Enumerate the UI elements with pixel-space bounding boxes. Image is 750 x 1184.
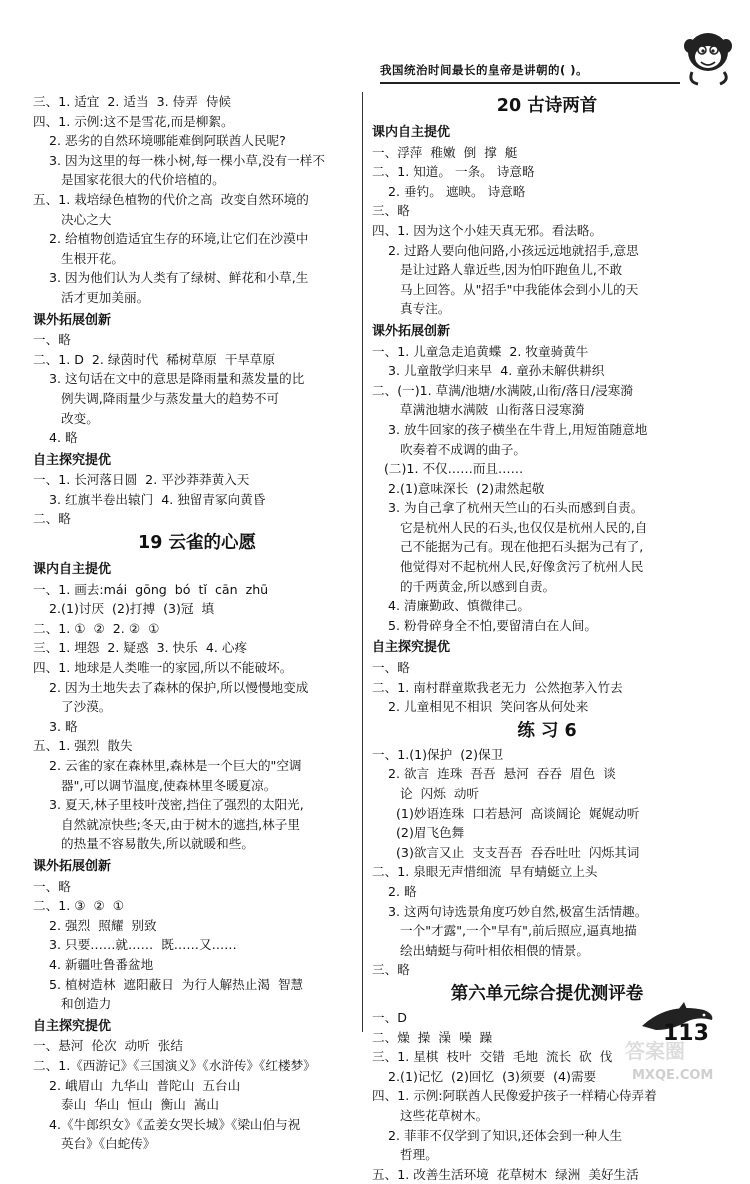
answer-line: 3. 因为这里的每一株小树,每一棵小草,没有一样不: [33, 152, 325, 168]
answer-line: 吹奏着不成调的曲子。: [372, 441, 526, 457]
answer-line: 二、1. 南村群童欺我老无力 公然抱茅入竹去: [372, 679, 623, 695]
answer-line: 自然就凉快些;冬天,由于树木的遮挡,林子里: [33, 816, 300, 832]
answer-line: 3. 为自己拿了杭州天竺山的石头而感到自责。: [372, 500, 644, 516]
lesson-title: 19 云雀的心愿: [138, 533, 256, 554]
answer-line: 2. 给植物创造适宜生存的环境,让它们在沙漠中: [33, 231, 309, 247]
lesson-title: 20 古诗两首: [496, 96, 598, 116]
answer-line: 2. 强烈 照耀 别致: [33, 917, 157, 933]
answer-line: 四、1. 示例:这不是雪花,而是柳絮。: [33, 113, 234, 129]
header-question: [380, 58, 680, 82]
answer-line: 五、1. 强烈 散失: [33, 738, 133, 754]
answer-line: (1)妙语连珠 口若悬河 高谈阔论 娓娓动听: [372, 805, 640, 821]
answer-line: 2.(1)讨厌 (2)打搏 (3)冠 填: [33, 601, 215, 617]
answer-line: 二、1. ① ② 2. ② ①: [33, 620, 160, 636]
answer-line: 己不能据为己有。现在他把石头据为己有了,: [372, 539, 644, 555]
answer-line: 的千两黄金,所以感到自责。: [372, 578, 556, 594]
answer-line: 器",可以调节温度,使森林里冬暖夏凉。: [33, 777, 277, 793]
answer-line: 二、1. D 2. 绿茵时代 稀树草原 干旱草原: [33, 351, 276, 367]
answer-line: 和创造力: [33, 996, 112, 1012]
answer-line: 三、1. 星棋 枝叶 交错 毛地 流长 砍 伐: [372, 1049, 613, 1065]
answer-line: 二、1.《西游记》《三国演义》《水浒传》《红楼梦》: [33, 1057, 316, 1073]
answer-line: 哲理。: [372, 1147, 438, 1163]
answer-line: 3. 略: [33, 718, 78, 734]
answer-line: 4.《牛郎织女》《孟姜女哭长城》《梁山伯与祝: [33, 1116, 301, 1132]
answer-line: 马上回答。从"招手"中我能体会到小儿的天: [372, 281, 639, 297]
answer-line: 决心之大: [33, 211, 112, 227]
answer-line: 5. 粉骨碎身全不怕,要留清白在人间。: [372, 617, 597, 633]
answer-line: 一、悬河 伦次 动听 张结: [33, 1038, 183, 1054]
answer-line: 真专注。: [372, 301, 451, 317]
answer-line: 这些花草树木。: [372, 1107, 489, 1123]
answer-line: 3. 放牛回家的孩子横坐在牛背上,用短笛随意地: [372, 421, 648, 437]
section-heading: 课内自主提优: [372, 125, 451, 140]
answer-line: 3. 儿童散学归来早 4. 童孙未解供耕织: [372, 363, 605, 379]
answer-line: 2. 垂钓。 遮映。 诗意略: [372, 183, 526, 199]
section-heading: 课外拓展创新: [372, 323, 451, 339]
header-rule: [380, 82, 680, 84]
answer-line: 3. 夏天,林子里枝叶茂密,挡住了强烈的太阳光,: [33, 797, 304, 813]
section-heading: 自主探究提优: [372, 640, 451, 656]
answer-line: 2. 峨眉山 九华山 普陀山 五台山: [33, 1077, 241, 1093]
answer-line: 一、1. 画去:mái gōng bó tǐ cān zhū: [33, 581, 269, 597]
answer-line: 论 闪烁 动听: [372, 786, 480, 801]
answer-line: 2.(1)记忆 (2)回忆 (3)须要 (4)需要: [372, 1068, 597, 1084]
section-heading: 自主探究提优: [33, 452, 112, 468]
answer-line: 活才更加美丽。: [33, 289, 150, 305]
answer-line: 改变。: [33, 410, 99, 426]
answer-line: 三、略: [372, 962, 410, 978]
answer-line: 五、1. 栽培绿色植物的代价之高 改变自然环境的: [33, 191, 309, 207]
answer-line: 它是杭州人民的石头,也仅仅是杭州人民的,自: [372, 519, 648, 535]
answer-line: 一、1. 长河落日圆 2. 平沙莽莽黄入天: [33, 472, 250, 488]
answer-line: 4. 新疆吐鲁番盆地: [33, 956, 154, 972]
section-heading: 课内自主提优: [33, 562, 112, 578]
watermark-url: MXQE.COM: [632, 1068, 714, 1083]
answer-line: 二、1. 知道。 一条。 诗意略: [372, 164, 535, 180]
answer-line: 2. 儿童相见不相识 笑问客从何处来: [372, 699, 589, 715]
answer-line: 一、略: [372, 660, 410, 676]
answer-line: 3. 红旗半卷出辕门 4. 独留青冢向黄昏: [33, 491, 266, 507]
answer-line: 四、1. 示例:阿联酋人民像爱护孩子一样精心侍弄着: [372, 1088, 657, 1104]
answer-line: 三、1. 埋怨 2. 疑惑 3. 快乐 4. 心疼: [33, 640, 248, 656]
answer-line: 三、略: [372, 203, 410, 219]
answer-line: 2. 因为土地失去了森林的保护,所以慢慢地变成: [33, 679, 309, 695]
answer-line: 五、1. 改善生活环境 花草树木 绿洲 美好生活: [372, 1166, 639, 1182]
answer-line: 英台》《白蛇传》: [33, 1136, 156, 1152]
answer-line: 3. 因为他们认为人类有了绿树、鲜花和小草,生: [33, 270, 309, 286]
watermark-text: 答案圈: [625, 1039, 685, 1063]
answer-line: 二、燥 操 澡 噪 躁: [372, 1029, 493, 1045]
answer-line: 二、1. ③ ② ①: [33, 898, 125, 914]
answer-line: 一、浮萍 稚嫩 倒 撑 艇: [372, 144, 518, 160]
answer-line: (3)欲言又止 支支吾吾 吞吞吐吐 闪烁其词: [372, 844, 640, 860]
lesson-title: 第六单元综合提优测评卷: [450, 983, 644, 1004]
answer-line: 他觉得对不起杭州人民,好像贪污了杭州人民: [372, 559, 644, 575]
answer-line: (二)1. 不仅……而且……: [372, 461, 524, 477]
answer-line: 二、(一)1. 草满/池塘/水满陂,山衔/落日/浸寒漪: [372, 382, 633, 398]
section-heading: 自主探究提优: [33, 1018, 112, 1034]
answer-line: 一、略: [33, 878, 71, 894]
answer-line: 是让过路人靠近些,因为怕吓跑鱼儿,不敢: [372, 262, 623, 278]
answer-line: 2. 过路人要向他问路,小孩远远地就招手,意思: [372, 242, 639, 258]
answer-line: 2. 菲菲不仅学到了知识,还体会到一种人生: [372, 1127, 623, 1143]
left-column: [33, 92, 361, 1154]
answer-line: 5. 植树造林 遮阳蔽日 为行人解热止渴 智慧: [33, 976, 304, 992]
answer-line: 2.(1)意味深长 (2)肃然起敬: [372, 480, 545, 496]
answer-line: 四、1. 地球是人类唯一的家园,所以不能破坏。: [33, 660, 293, 676]
header-question-text: 我国统治时间最长的皇帝是讲朝的( )。: [380, 63, 589, 77]
answer-line: 绘出蜻蜓与荷叶相依相偎的情景。: [372, 942, 589, 958]
answer-line: 一、1. 儿童急走追黄蝶 2. 牧童骑黄牛: [372, 343, 589, 359]
answer-line: 一、略: [33, 332, 71, 348]
answer-line: 4. 清廉勤政、慎微律己。: [372, 598, 530, 614]
answer-line: 一个"才露",一个"早有",前后照应,逼真地描: [372, 923, 637, 939]
answer-line: 草满池塘水满陂 山衔落日浸寒漪: [372, 402, 585, 418]
answer-line: 一、D: [372, 1009, 407, 1025]
answer-line: 2. 欲言 连珠 吾吾 悬河 吞吞 眉色 谈: [372, 766, 616, 782]
answer-line: 2. 略: [372, 883, 417, 899]
answer-line: 四、1. 因为这个小娃天真无邪。看法略。: [372, 222, 603, 238]
answer-line: 3. 只要……就…… 既……又……: [33, 937, 237, 953]
answer-line: 3. 这两句诗选景角度巧妙自然,极富生活情趣。: [372, 903, 648, 919]
answer-line: 二、1. 泉眼无声惜细流 早有蜻蜓立上头: [372, 864, 598, 880]
answer-line: 的热量不容易散失,所以就暖和些。: [33, 836, 254, 852]
answer-line: 生根开花。: [33, 250, 124, 266]
answer-line: 是国家花很大的代价培植的。: [33, 172, 225, 188]
answer-line: 2. 云雀的家在森林里,森林是一个巨大的"空调: [33, 758, 302, 773]
monkey-mascot-icon: [678, 22, 738, 88]
column-divider: [362, 92, 363, 1032]
section-heading: 课外拓展创新: [33, 858, 112, 874]
answer-line: 三、1. 适宜 2. 适当 3. 侍弄 侍候: [33, 94, 232, 109]
answer-line: 2. 恶劣的自然环境哪能难倒阿联酋人民呢?: [33, 133, 286, 149]
answer-line: (2)眉飞色舞: [372, 825, 465, 841]
answer-line: 二、略: [33, 511, 71, 527]
page-number: 113: [663, 1021, 709, 1046]
answer-line: 3. 这句话在文中的意思是降雨量和蒸发量的比: [33, 371, 305, 387]
answer-line: 了沙漠。: [33, 699, 112, 715]
exercise-title: 练 习 6: [517, 720, 577, 741]
answer-line: 泰山 华山 恒山 衡山 嵩山: [33, 1097, 219, 1113]
answer-line: 一、1.(1)保护 (2)保卫: [372, 746, 504, 762]
answer-line: 例失调,降雨量少与蒸发量大的趋势不可: [33, 390, 280, 406]
section-heading: 课外拓展创新: [33, 312, 112, 328]
answer-line: 4. 略: [33, 430, 78, 446]
